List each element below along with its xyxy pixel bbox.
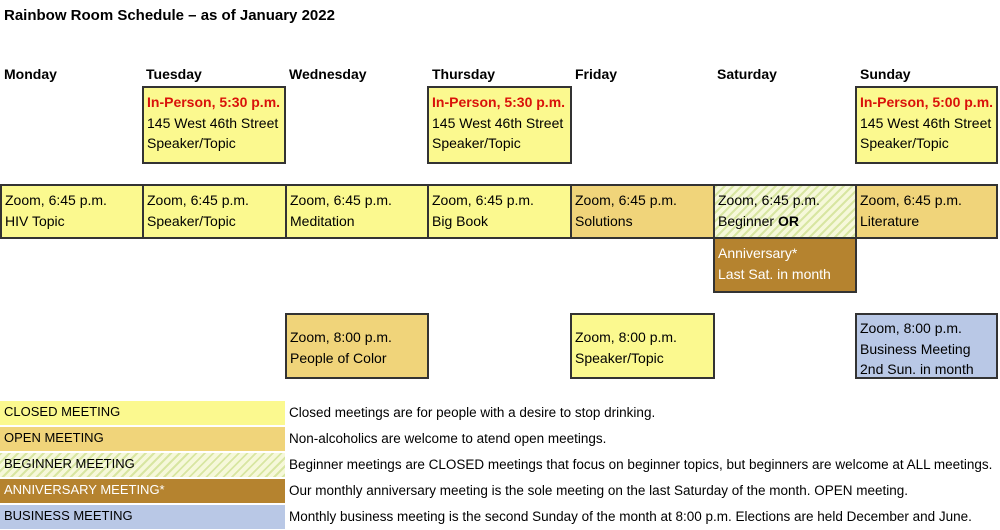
page-title: Rainbow Room Schedule – as of January 2022 — [4, 7, 335, 24]
meeting-time: In-Person, 5:30 p.m. — [432, 94, 566, 110]
meeting-topic-label: Beginner — [718, 212, 775, 229]
legend-swatch-open: OPEN MEETING — [0, 427, 285, 451]
meeting-sunday-in-person — [855, 86, 998, 164]
meeting-topic: People of Color — [290, 349, 387, 366]
meeting-topic: Speaker/Topic — [147, 135, 236, 151]
meeting-thursday-in-person — [427, 86, 572, 164]
legend-swatch-business: BUSINESS MEETING — [0, 505, 285, 529]
meeting-topic: HIV Topic — [5, 212, 65, 229]
day-header-sunday: Sunday — [860, 66, 911, 82]
meeting-time: Zoom, 8:00 p.m. — [290, 329, 392, 345]
meeting-time: In-Person, 5:30 p.m. — [147, 94, 281, 110]
legend-text-anniversary: Our monthly anniversary meeting is the sole meeting on the last Saturday of the month. OPEN meeting. — [289, 483, 909, 498]
meeting-time: Zoom, 6:45 p.m. — [718, 192, 820, 208]
day-header-monday: Monday — [4, 66, 57, 82]
legend-swatch-closed: CLOSED MEETING — [0, 401, 285, 425]
meeting-saturday-zoom-645 — [713, 184, 857, 239]
meeting-topic: Speaker/Topic — [860, 135, 949, 151]
day-header-tuesday: Tuesday — [146, 66, 202, 82]
legend-swatch-anniversary: ANNIVERSARY MEETING* — [0, 479, 285, 503]
meeting-saturday-anniversary — [713, 237, 857, 293]
anniversary-label: Anniversary* — [718, 245, 798, 261]
meeting-topic: Big Book — [432, 212, 489, 229]
meeting-time: Zoom, 8:00 p.m. — [575, 329, 677, 345]
meeting-time: Zoom, 6:45 p.m. — [575, 192, 677, 208]
meeting-time: Zoom, 6:45 p.m. — [432, 192, 534, 208]
meeting-topic: Solutions — [575, 212, 633, 229]
meeting-location: 145 West 46th Street — [432, 114, 564, 131]
legend-text-beginner: Beginner meetings are CLOSED meetings that focus on beginner topics, but beginners are welcome at ALL meetings. — [289, 457, 993, 472]
meeting-wednesday-zoom-800 — [285, 313, 429, 379]
meeting-topic — [718, 211, 855, 232]
anniversary-note: Last Sat. in month — [718, 265, 831, 282]
meeting-location: 145 West 46th Street — [860, 114, 992, 131]
legend-text-open: Non-alcoholics are welcome to atend open meetings. — [289, 431, 607, 446]
meeting-monday-zoom-645 — [0, 184, 144, 239]
meeting-topic: Speaker/Topic — [147, 212, 236, 229]
meeting-sunday-zoom-645 — [855, 184, 998, 239]
meeting-location: 145 West 46th Street — [147, 114, 279, 131]
meeting-topic: Speaker/Topic — [432, 135, 521, 151]
meeting-time: Zoom, 6:45 p.m. — [860, 192, 962, 208]
legend-swatch-beginner: BEGINNER MEETING — [0, 453, 285, 477]
day-header-friday: Friday — [575, 66, 618, 82]
meeting-topic: Speaker/Topic — [575, 349, 664, 366]
meeting-tuesday-zoom-645 — [142, 184, 287, 239]
day-header-thursday: Thursday — [432, 66, 496, 82]
meeting-note: 2nd Sun. in month — [860, 361, 974, 377]
day-header-saturday: Saturday — [717, 66, 777, 82]
meeting-friday-zoom-645 — [570, 184, 715, 239]
meeting-time: Zoom, 6:45 p.m. — [147, 192, 249, 208]
or-label: OR — [777, 212, 799, 229]
meeting-sunday-zoom-800 — [855, 313, 998, 379]
meeting-time: Zoom, 6:45 p.m. — [5, 192, 107, 208]
legend-text-closed: Closed meetings are for people with a desire to stop drinking. — [289, 405, 656, 420]
meeting-friday-zoom-800 — [570, 313, 715, 379]
meeting-wednesday-zoom-645 — [285, 184, 429, 239]
meeting-time: In-Person, 5:00 p.m. — [860, 94, 994, 110]
meeting-topic: Business Meeting — [860, 340, 971, 357]
meeting-time: Zoom, 8:00 p.m. — [860, 320, 962, 336]
meeting-thursday-zoom-645 — [427, 184, 572, 239]
legend-text-business: Monthly business meeting is the second Sunday of the month at 8:00 p.m. Elections are held December and June. — [289, 509, 972, 524]
meeting-time: Zoom, 6:45 p.m. — [290, 192, 392, 208]
meeting-tuesday-in-person — [142, 86, 286, 164]
meeting-topic: Literature — [860, 212, 920, 229]
day-header-wednesday: Wednesday — [289, 66, 367, 82]
meeting-topic: Meditation — [290, 212, 355, 229]
